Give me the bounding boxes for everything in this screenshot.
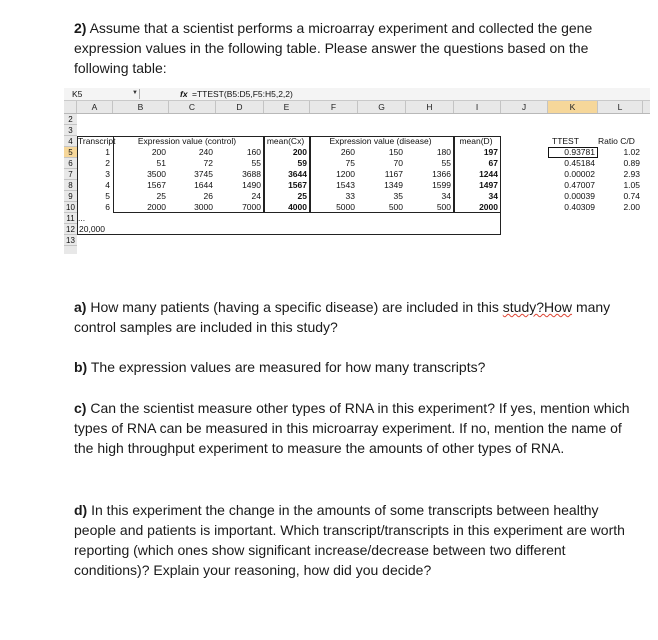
question-b-text: The expression values are measured for how many transcripts? <box>90 359 486 375</box>
cell-disease-value[interactable]: 1349 <box>384 180 403 190</box>
cell-control-value[interactable]: 72 <box>203 158 213 168</box>
question-d-text: In this experiment the change in the amounts of some transcripts between healthy people and patients is important. Which transcript/transcripts in this experiment are worth reporting (which ones show significant increase/decrease between two different conditions)? Explain your reasoning, how did you decide? <box>74 502 625 578</box>
header-mean-control[interactable]: mean(Cx) <box>266 136 305 146</box>
cell-disease-value[interactable]: 55 <box>441 158 451 168</box>
cell-disease-value[interactable]: 1167 <box>384 169 403 179</box>
column-header-i[interactable]: I <box>454 101 501 113</box>
row-header-11[interactable]: 11 <box>64 213 77 224</box>
column-header-d[interactable]: D <box>216 101 264 113</box>
cell-control-value[interactable]: 3745 <box>194 169 213 179</box>
chevron-down-icon[interactable]: ▼ <box>132 90 138 96</box>
cell-control-value[interactable]: 1490 <box>242 180 261 190</box>
cell-control-value[interactable]: 3000 <box>194 202 213 212</box>
row-header-7[interactable]: 7 <box>64 169 77 180</box>
cell-ratio[interactable]: 2.00 <box>623 202 640 212</box>
spreadsheet-screenshot <box>64 88 650 254</box>
cell-disease-value[interactable]: 75 <box>345 158 355 168</box>
cell-row11-ellipsis[interactable]: ... <box>78 213 86 223</box>
cell-disease-value[interactable]: 1543 <box>336 180 355 190</box>
column-header-l[interactable]: L <box>598 101 643 113</box>
column-header-f[interactable]: F <box>310 101 358 113</box>
cell-disease-value[interactable]: 1200 <box>336 169 355 179</box>
header-ttest[interactable]: TTEST <box>552 136 579 146</box>
question-d-label: d) <box>74 502 88 518</box>
cell-control-value[interactable]: 25 <box>156 191 166 201</box>
selected-cell-k5[interactable] <box>548 147 598 158</box>
cell-mean-disease[interactable]: 197 <box>483 147 498 157</box>
cell-ttest[interactable]: 0.47007 <box>564 180 595 190</box>
cell-control-value[interactable]: 3688 <box>242 169 261 179</box>
cell-mean-control[interactable]: 3644 <box>288 169 307 179</box>
question-a-label: a) <box>74 299 87 315</box>
column-header-g[interactable]: G <box>358 101 406 113</box>
cell-disease-value[interactable]: 500 <box>388 202 403 212</box>
cell-ratio[interactable]: 1.05 <box>623 180 640 190</box>
select-all-corner[interactable] <box>64 101 77 113</box>
row-header-4[interactable]: 4 <box>64 136 77 147</box>
cell-disease-value[interactable]: 33 <box>345 191 355 201</box>
cell-mean-disease[interactable]: 34 <box>488 191 498 201</box>
cell-ratio[interactable]: 0.74 <box>623 191 640 201</box>
cell-transcript-id[interactable]: 6 <box>105 202 110 212</box>
header-mean-disease[interactable]: mean(D) <box>459 136 493 146</box>
question-b <box>74 357 634 377</box>
fx-icon[interactable]: fx <box>180 89 188 99</box>
row-header-12[interactable]: 12 <box>64 224 77 235</box>
cell-disease-value[interactable]: 180 <box>436 147 451 157</box>
row-header-9[interactable]: 9 <box>64 191 77 202</box>
name-box[interactable]: K5 <box>66 89 140 99</box>
cell-control-value[interactable]: 2000 <box>147 202 166 212</box>
cell-mean-disease[interactable]: 2000 <box>479 202 498 212</box>
row-header-3[interactable]: 3 <box>64 125 77 136</box>
question-a-text-1: How many patients (having a specific disease) are included in this <box>90 299 503 315</box>
header-transcript[interactable]: Transcript <box>78 136 116 146</box>
cell-control-value[interactable]: 200 <box>151 147 166 157</box>
cell-disease-value[interactable]: 5000 <box>336 202 355 212</box>
question-a <box>74 297 634 337</box>
cell-transcript-id[interactable]: 3 <box>105 169 110 179</box>
intro-paragraph <box>74 18 614 78</box>
cell-control-value[interactable]: 1567 <box>147 180 166 190</box>
cell-ttest[interactable]: 0.45184 <box>564 158 595 168</box>
cell-transcript-id[interactable]: 5 <box>105 191 110 201</box>
cell-control-value[interactable]: 24 <box>251 191 261 201</box>
cell-ratio[interactable]: 2.93 <box>623 169 640 179</box>
cell-grid <box>77 114 650 254</box>
row-header-13[interactable]: 13 <box>64 235 77 246</box>
cell-transcript-id[interactable]: 4 <box>105 180 110 190</box>
cell-disease-value[interactable]: 34 <box>441 191 451 201</box>
cell-ttest[interactable]: 0.93781 <box>564 147 595 157</box>
cell-row12-value[interactable]: 20,000 <box>79 224 105 234</box>
cell-ttest[interactable]: 0.00039 <box>564 191 595 201</box>
cell-transcript-id[interactable]: 2 <box>105 158 110 168</box>
cell-mean-control[interactable]: 4000 <box>288 202 307 212</box>
cell-mean-control[interactable]: 59 <box>297 158 307 168</box>
cell-ttest[interactable]: 0.00002 <box>564 169 595 179</box>
header-control[interactable]: Expression value (control) <box>137 136 237 146</box>
column-header-c[interactable]: C <box>169 101 216 113</box>
row-header-2[interactable]: 2 <box>64 114 77 125</box>
cell-ttest[interactable]: 0.40309 <box>564 202 595 212</box>
question-c-label: c) <box>74 400 87 416</box>
question-c <box>74 398 634 458</box>
cell-control-value[interactable]: 160 <box>246 147 261 157</box>
column-header-b[interactable]: B <box>113 101 169 113</box>
cell-control-value[interactable]: 1644 <box>194 180 213 190</box>
column-header-e[interactable]: E <box>264 101 310 113</box>
cell-disease-value[interactable]: 1366 <box>432 169 451 179</box>
row-headers <box>64 114 77 254</box>
cell-disease-value[interactable]: 260 <box>340 147 355 157</box>
cell-disease-value[interactable]: 150 <box>388 147 403 157</box>
cell-control-value[interactable]: 55 <box>251 158 261 168</box>
cell-control-value[interactable]: 240 <box>198 147 213 157</box>
header-ratio[interactable]: Ratio C/D <box>598 136 635 146</box>
question-b-label: b) <box>74 359 88 375</box>
cell-transcript-id[interactable]: 1 <box>105 147 110 157</box>
question-a-text-misspelled: study?How <box>502 299 573 315</box>
cell-disease-value[interactable]: 1599 <box>432 180 451 190</box>
cell-ratio[interactable]: 0.89 <box>623 158 640 168</box>
cell-control-value[interactable]: 26 <box>203 191 213 201</box>
column-header-h[interactable]: H <box>406 101 454 113</box>
column-headers <box>64 101 650 114</box>
cell-disease-value[interactable]: 500 <box>436 202 451 212</box>
cell-mean-control[interactable]: 25 <box>297 191 307 201</box>
cell-disease-value[interactable]: 70 <box>393 158 403 168</box>
cell-mean-disease[interactable]: 1244 <box>479 169 498 179</box>
row-header-5[interactable]: 5 <box>64 147 77 158</box>
row-header-10[interactable]: 10 <box>64 202 77 213</box>
cell-mean-control[interactable]: 200 <box>292 147 307 157</box>
intro-text: Assume that a scientist performs a microarray experiment and collected the gene expression values in the following table. Please answer the questions based on the following table: <box>74 20 593 76</box>
formula-text[interactable]: =TTEST(B5:D5,F5:H5,2,2) <box>192 89 293 99</box>
row-header-8[interactable]: 8 <box>64 180 77 191</box>
question-a-text-2: many control samples are included in this study? <box>74 299 611 335</box>
column-header-j[interactable]: J <box>501 101 548 113</box>
cell-mean-disease[interactable]: 1497 <box>479 180 498 190</box>
table-outer-box <box>77 136 501 235</box>
cell-disease-value[interactable]: 35 <box>393 191 403 201</box>
cell-control-value[interactable]: 3500 <box>147 169 166 179</box>
column-header-k[interactable]: K <box>548 101 598 113</box>
row-header-6[interactable]: 6 <box>64 158 77 169</box>
question-c-text: Can the scientist measure other types of RNA in this experiment? If yes, mention which types of RNA can be measured in this microarray experiment. If no, mention the name of the high throughput experiment to measure the amounts of other types of RNA. <box>74 400 630 456</box>
cell-control-value[interactable]: 7000 <box>242 202 261 212</box>
cell-mean-control[interactable]: 1567 <box>288 180 307 190</box>
cell-control-value[interactable]: 51 <box>156 158 166 168</box>
column-header-a[interactable]: A <box>77 101 113 113</box>
formula-bar <box>64 88 650 101</box>
intro-number: 2) <box>74 20 87 36</box>
header-disease[interactable]: Expression value (disease) <box>329 136 432 146</box>
question-d <box>74 500 634 580</box>
cell-mean-disease[interactable]: 67 <box>488 158 498 168</box>
cell-ratio[interactable]: 1.02 <box>623 147 640 157</box>
